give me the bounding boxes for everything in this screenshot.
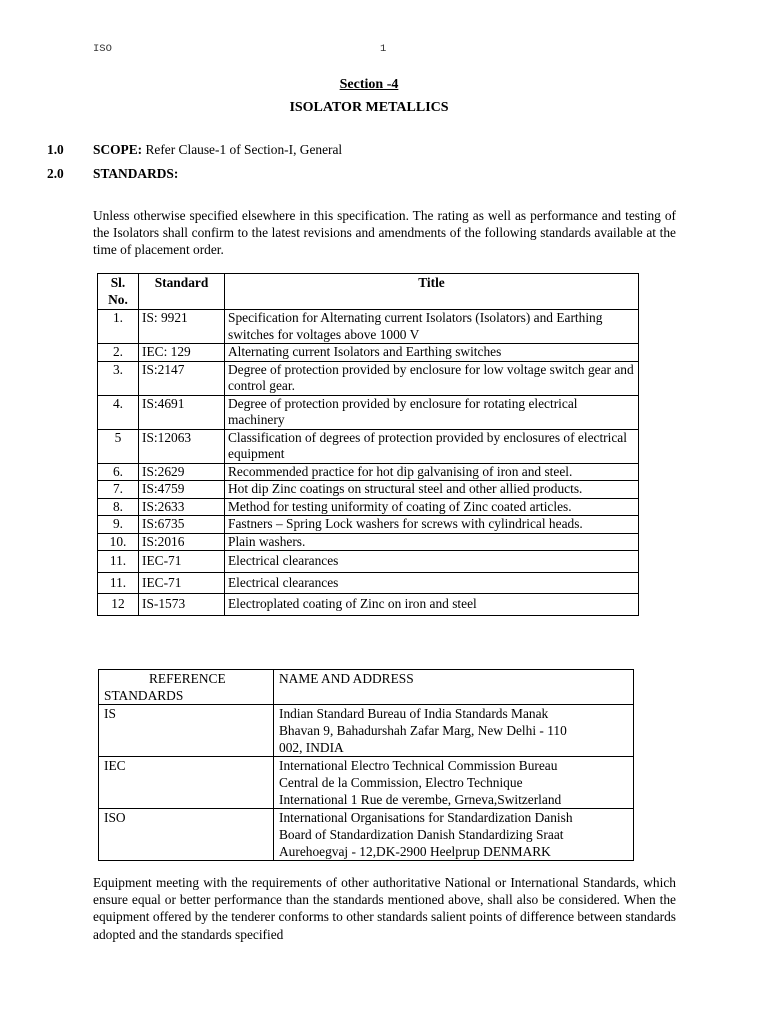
table-row xyxy=(98,516,639,534)
address-line: Aurehoegvaj - 12,DK-2900 Heelprup DENMARK xyxy=(279,844,551,859)
sl-cell: 11. xyxy=(98,572,139,594)
reference-table-header xyxy=(99,670,634,705)
title-cell: Alternating current Isolators and Earthing switches xyxy=(225,344,639,362)
reference-code-cell: IS xyxy=(99,705,274,757)
title-cell: Hot dip Zinc coatings on structural steel and other allied products. xyxy=(225,481,639,499)
table-row xyxy=(98,481,639,499)
standard-cell: IS: 9921 xyxy=(139,310,225,344)
title-cell: Plain washers. xyxy=(225,533,639,551)
title-cell: Degree of protection provided by enclosure for rotating electrical machinery xyxy=(225,395,639,429)
table-row xyxy=(98,551,639,573)
table-row xyxy=(98,572,639,594)
clause-scope xyxy=(93,142,342,159)
address-line: International Organisations for Standardization Danish xyxy=(279,810,573,825)
table-row xyxy=(98,344,639,362)
reference-code-cell: ISO xyxy=(99,809,274,861)
standard-cell: IEC-71 xyxy=(139,572,225,594)
title-cell: Recommended practice for hot dip galvanising of iron and steel. xyxy=(225,463,639,481)
standard-cell: IS:2147 xyxy=(139,361,225,395)
title-cell: Classification of degrees of protection provided by enclosures of electrical equipment xyxy=(225,429,639,463)
intro-paragraph: Unless otherwise specified elsewhere in this specification. The rating as well as performance and testing of the Isolators shall confirm to the latest revisions and amendments of the following standards available at the time of placement order. xyxy=(93,208,676,257)
clause-text: Refer Clause-1 of Section-I, General xyxy=(145,142,343,157)
clause-heading: SCOPE: xyxy=(93,142,143,157)
address-line: International 1 Rue de verembe, Grneva,Switzerland xyxy=(279,792,562,807)
title-cell: Degree of protection provided by enclosure for low voltage switch gear and control gear. xyxy=(225,361,639,395)
header-left-label: ISO xyxy=(93,43,112,55)
standard-cell: IS-1573 xyxy=(139,594,225,616)
reference-code-cell: IEC xyxy=(99,757,274,809)
standard-cell: IS:2629 xyxy=(139,463,225,481)
page-number: 1 xyxy=(380,43,387,55)
sl-cell: 8. xyxy=(98,498,139,516)
standard-cell: IS:6735 xyxy=(139,516,225,534)
address-line: Board of Standardization Danish Standardizing Sraat xyxy=(279,827,564,842)
reference-header-line2: STANDARDS xyxy=(104,688,184,703)
table-row xyxy=(98,395,639,429)
title-cell: Electrical clearances xyxy=(225,572,639,594)
address-cell xyxy=(274,705,634,757)
clause-heading-standards: STANDARDS: xyxy=(93,166,179,181)
standard-cell: IS:2633 xyxy=(139,498,225,516)
sl-cell: 7. xyxy=(98,481,139,499)
sl-cell: 9. xyxy=(98,516,139,534)
table-row xyxy=(98,361,639,395)
section-title: Section -4 xyxy=(339,77,399,92)
table-row xyxy=(98,594,639,616)
sl-cell: 10. xyxy=(98,533,139,551)
sl-cell: 4. xyxy=(98,395,139,429)
sl-cell: 3. xyxy=(98,361,139,395)
column-header-title: Title xyxy=(225,274,639,310)
title-cell: Fastners – Spring Lock washers for screws with cylindrical heads. xyxy=(225,516,639,534)
table-row xyxy=(98,429,639,463)
title-cell: Electroplated coating of Zinc on iron and steel xyxy=(225,594,639,616)
sl-cell: 2. xyxy=(98,344,139,362)
address-line: International Electro Technical Commission Bureau xyxy=(279,758,558,773)
address-cell xyxy=(274,809,634,861)
column-header-standard: Standard xyxy=(139,274,225,310)
column-header-reference xyxy=(99,670,274,705)
clause-number-2: 2.0 xyxy=(47,166,64,181)
clause-number-1: 1.0 xyxy=(47,142,64,157)
standard-cell: IS:2016 xyxy=(139,533,225,551)
table-row xyxy=(98,310,639,344)
sl-cell: 5 xyxy=(98,429,139,463)
table-row xyxy=(99,705,634,757)
title-cell: Electrical clearances xyxy=(225,551,639,573)
sl-cell: 12 xyxy=(98,594,139,616)
standard-cell: IS:4759 xyxy=(139,481,225,499)
table-row xyxy=(98,498,639,516)
document-subtitle: ISOLATOR METALLICS xyxy=(289,100,449,115)
table-row xyxy=(98,533,639,551)
title-cell: Method for testing uniformity of coating of Zinc coated articles. xyxy=(225,498,639,516)
closing-paragraph: Equipment meeting with the requirements of other authoritative National or International Standards, which ensure equal or better performance than the standards mentioned above, shall also be considered. When the equipment offered by the tenderer conforms to other standards salient points of difference between standards adopted and the standards specified xyxy=(93,875,676,942)
address-line: Central de la Commission, Electro Technique xyxy=(279,775,523,790)
title-cell: Specification for Alternating current Isolators (Isolators) and Earthing switches for voltages above 1000 V xyxy=(225,310,639,344)
standard-cell: IEC: 129 xyxy=(139,344,225,362)
table-row xyxy=(99,809,634,861)
standards-table xyxy=(97,273,639,616)
standard-cell: IS:4691 xyxy=(139,395,225,429)
table-row xyxy=(99,757,634,809)
column-header-sl: Sl. No. xyxy=(98,274,139,310)
table-row xyxy=(98,463,639,481)
standard-cell: IS:12063 xyxy=(139,429,225,463)
address-line: 002, INDIA xyxy=(279,740,344,755)
address-line: Bhavan 9, Bahadurshah Zafar Marg, New Delhi - 110 xyxy=(279,723,567,738)
standard-cell: IEC-71 xyxy=(139,551,225,573)
sl-cell: 1. xyxy=(98,310,139,344)
column-header-name-address: NAME AND ADDRESS xyxy=(274,670,634,705)
sl-cell: 6. xyxy=(98,463,139,481)
address-line: Indian Standard Bureau of India Standards Manak xyxy=(279,706,549,721)
address-cell xyxy=(274,757,634,809)
reference-header-line1: REFERENCE xyxy=(149,671,226,686)
standards-table-header xyxy=(98,274,639,310)
sl-cell: 11. xyxy=(98,551,139,573)
reference-standards-table xyxy=(98,669,634,861)
